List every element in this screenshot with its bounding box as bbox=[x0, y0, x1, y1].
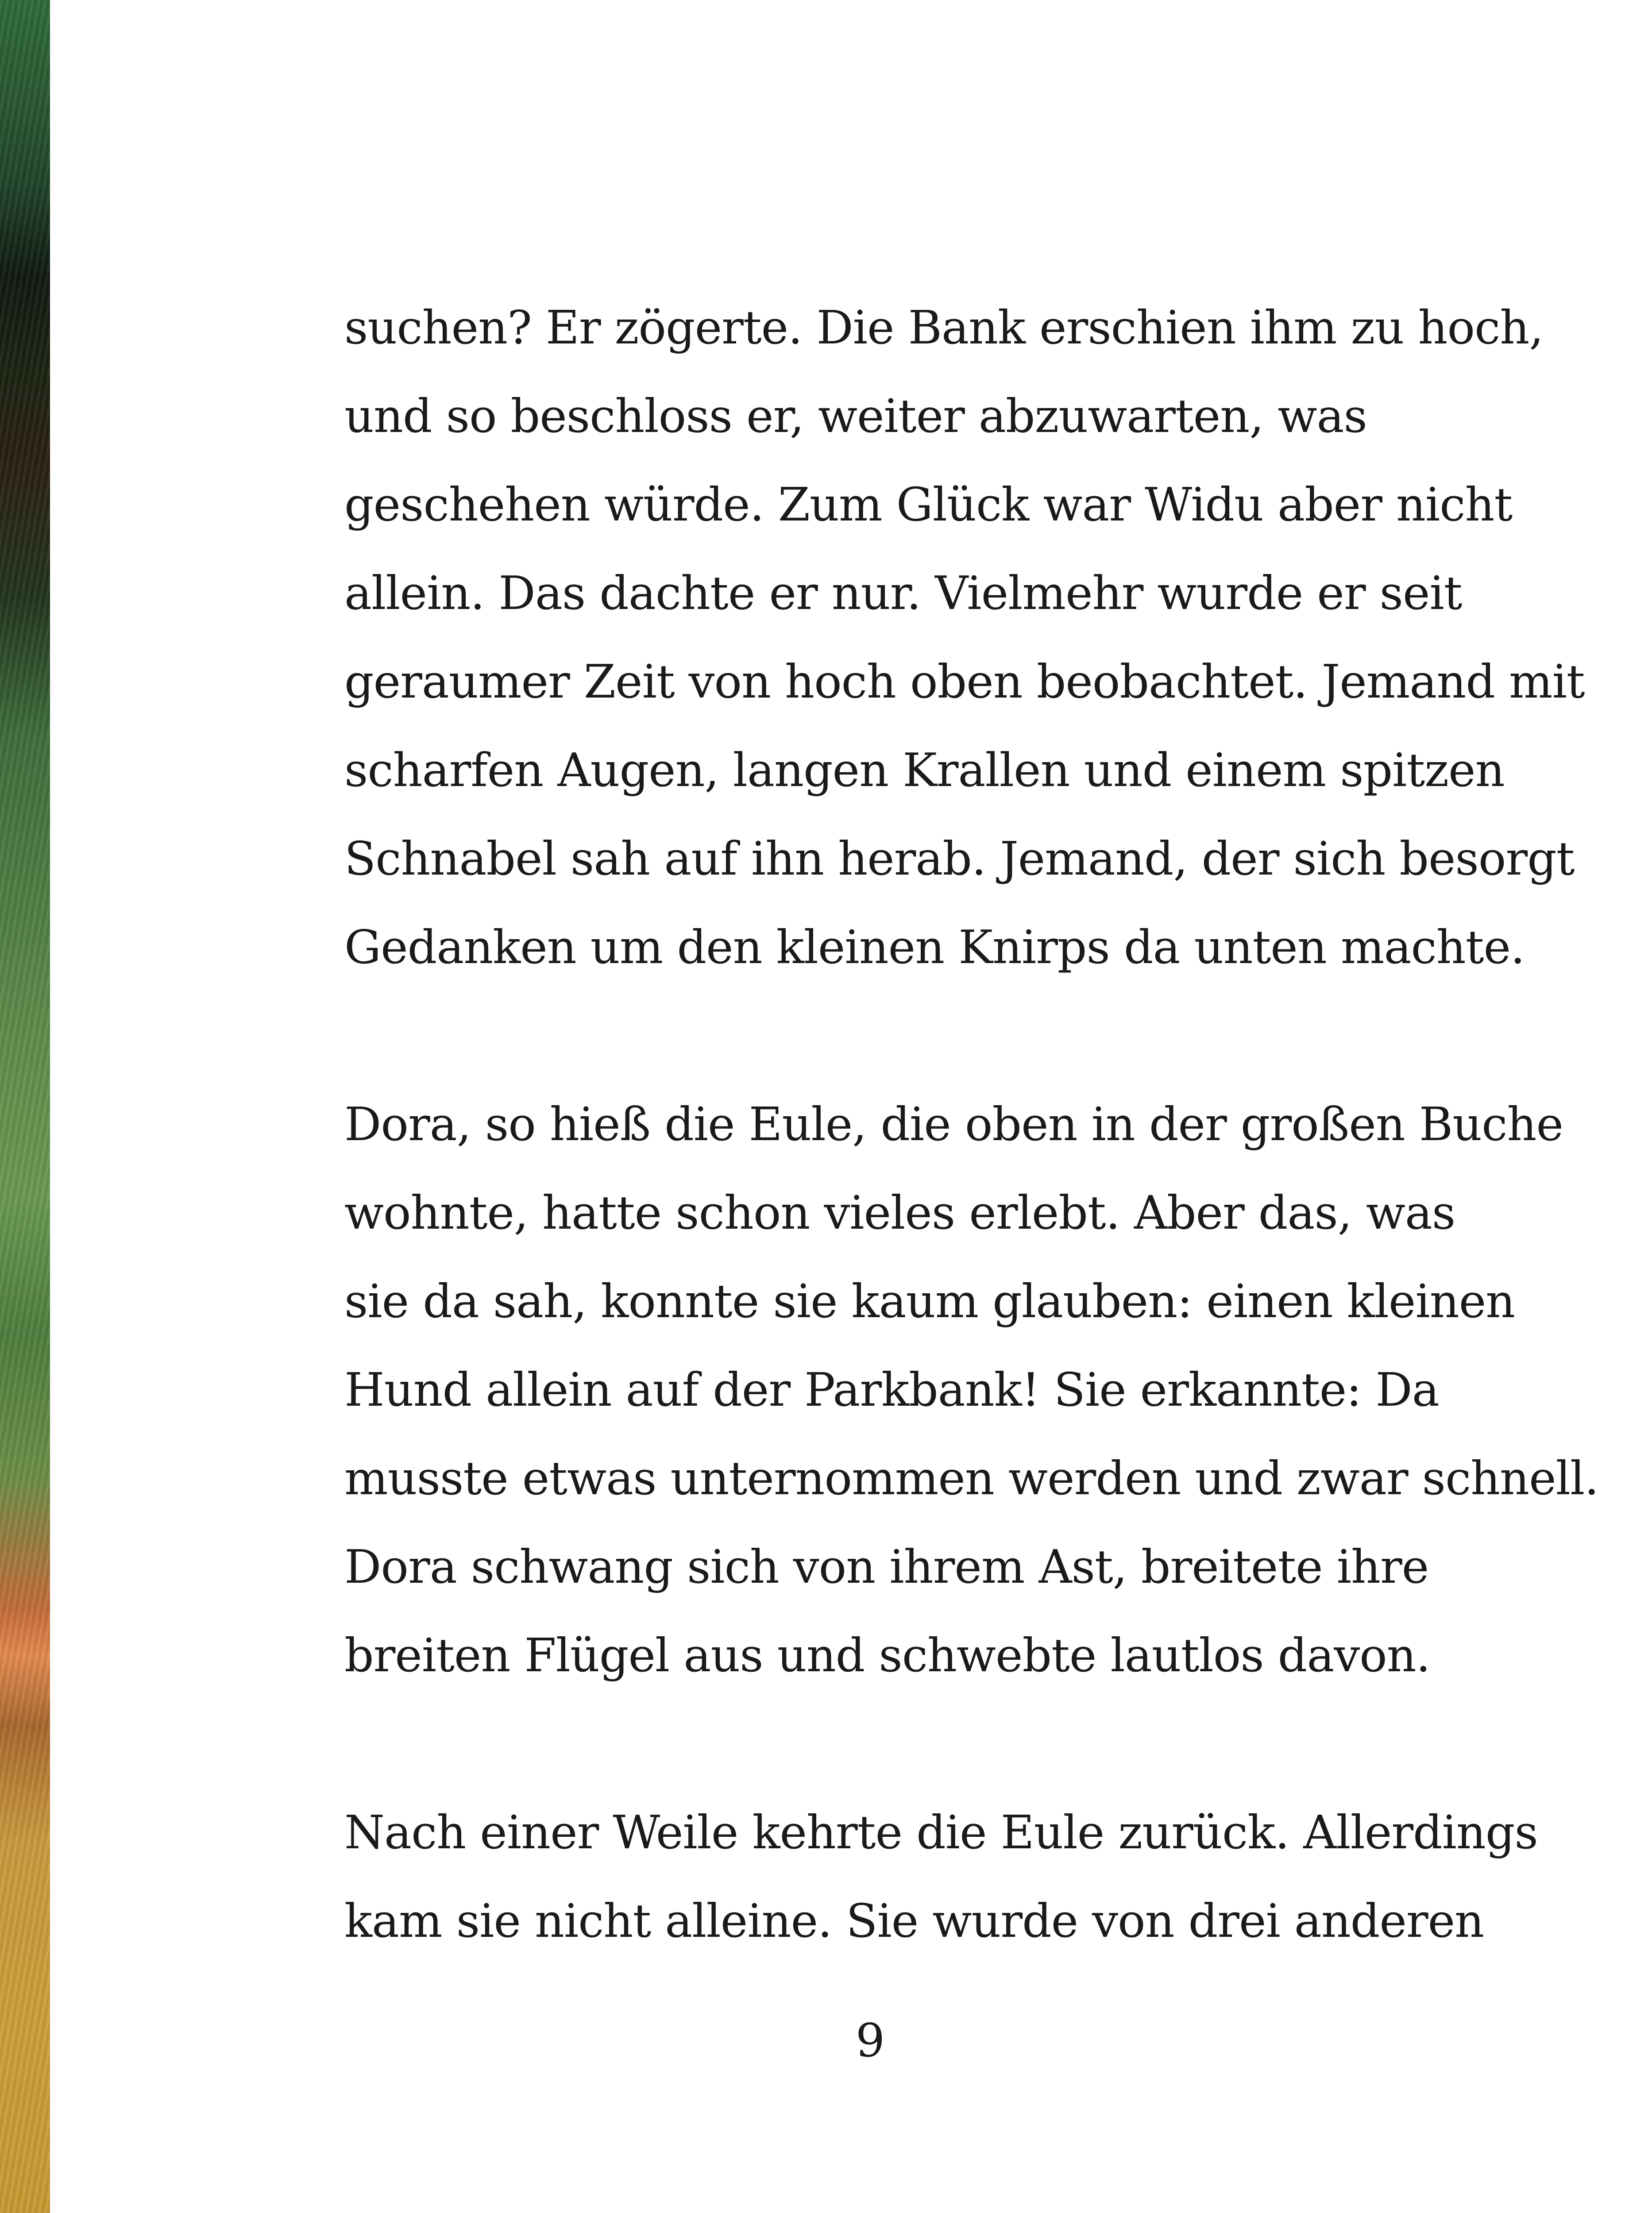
text-line: wohnte, hatte schon vieles erlebt. Aber das, was bbox=[344, 1186, 1455, 1240]
text-line: und so beschloss er, weiter abzuwarten, was bbox=[344, 389, 1367, 443]
text-line: breiten Flügel aus und schwebte lautlos davon. bbox=[344, 1628, 1430, 1682]
text-line: Gedanken um den kleinen Knirps da unten machte. bbox=[344, 920, 1525, 974]
text-line: Hund allein auf der Parkbank! Sie erkannte: Da bbox=[344, 1363, 1439, 1417]
illustration-texture bbox=[0, 0, 50, 2213]
text-line: Nach einer Weile kehrte die Eule zurück. Allerdings bbox=[344, 1805, 1538, 1859]
text-line: musste etwas unternommen werden und zwar schnell. bbox=[344, 1451, 1599, 1505]
text-line: suchen? Er zögerte. Die Bank erschien ihm zu hoch, bbox=[344, 301, 1544, 355]
illustration-edge bbox=[0, 0, 50, 2213]
paragraph-3 bbox=[344, 1788, 1538, 1965]
text-line: Dora schwang sich von ihrem Ast, breitete ihre bbox=[344, 1540, 1429, 1594]
body-text bbox=[344, 283, 1599, 1965]
text-line: geschehen würde. Zum Glück war Widu aber nicht bbox=[344, 478, 1513, 532]
text-line: allein. Das dachte er nur. Vielmehr wurde er seit bbox=[344, 566, 1462, 620]
text-line: kam sie nicht alleine. Sie wurde von drei anderen bbox=[344, 1894, 1484, 1948]
text-line: Schnabel sah auf ihn herab. Jemand, der sich besorgt bbox=[344, 832, 1575, 886]
text-line: scharfen Augen, langen Krallen und einem spitzen bbox=[344, 743, 1505, 797]
paragraph-1 bbox=[344, 283, 1585, 991]
paragraph-2 bbox=[344, 1080, 1599, 1700]
text-line: Dora, so hieß die Eule, die oben in der großen Buche bbox=[344, 1097, 1563, 1151]
page-number: 9 bbox=[855, 2013, 885, 2067]
text-line: geraumer Zeit von hoch oben beobachtet. Jemand mit bbox=[344, 655, 1585, 709]
text-line: sie da sah, konnte sie kaum glauben: einen kleinen bbox=[344, 1274, 1515, 1328]
